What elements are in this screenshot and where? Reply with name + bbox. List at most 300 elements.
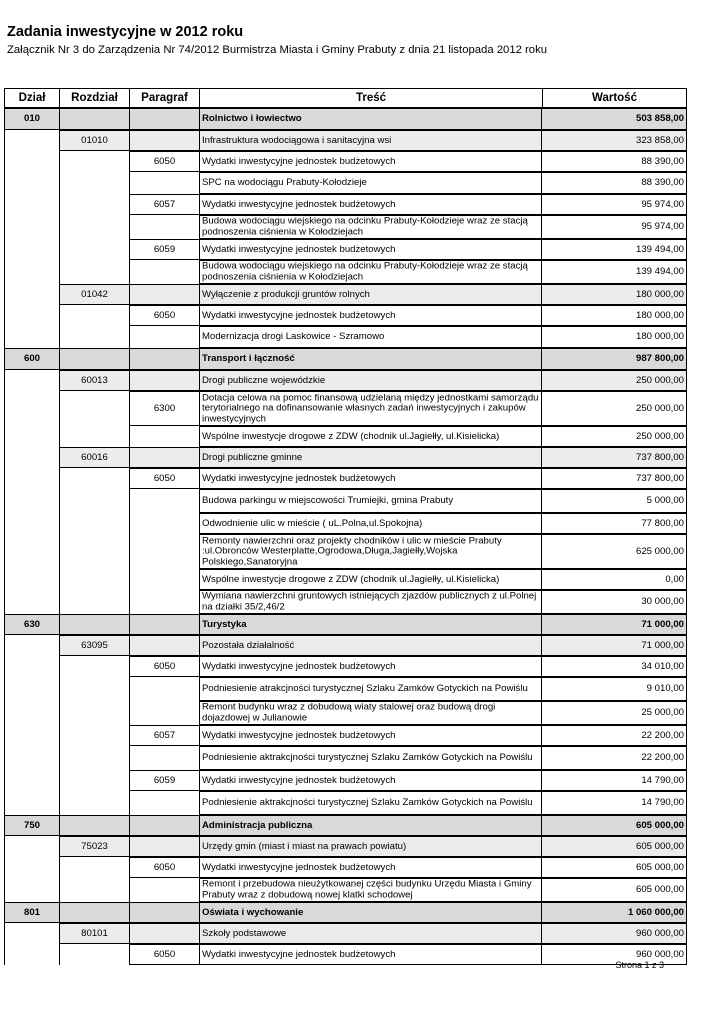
cell-dzial	[4, 677, 59, 701]
wartosc-text: 22 200,00	[641, 729, 684, 741]
wartosc-text: 250 000,00	[635, 374, 684, 386]
table-row-paragraf	[4, 656, 687, 677]
cell-wartosc	[542, 725, 687, 746]
cell-rozdzial	[59, 725, 129, 746]
tresc-text: Urzędy gmin (miast i miast na prawach powiatu)	[202, 840, 407, 852]
cell-tresc	[199, 902, 542, 923]
wartosc-text: 605 000,00	[635, 840, 684, 852]
cell-paragraf	[129, 534, 199, 569]
tresc-text: Remonty nawierzchni oraz projekty chodników i ulic w mieście Prabuty :ul.Obronców Westerplatte,Ogrodowa,Długa,Jagiełły,Wojska Polskiego,Sanatoryjna	[202, 534, 502, 567]
wartosc-text: 250 000,00	[635, 430, 684, 442]
cell-wartosc	[542, 836, 687, 857]
table-row-paragraf	[4, 468, 687, 489]
cell-tresc	[199, 746, 542, 770]
table-row-dzial	[4, 815, 687, 836]
cell-paragraf	[129, 902, 199, 923]
cell-tresc	[199, 108, 542, 130]
cell-rozdzial	[59, 791, 129, 815]
cell-wartosc	[542, 284, 687, 305]
wartosc-text: 180 000,00	[635, 309, 684, 321]
cell-paragraf	[129, 770, 199, 791]
cell-dzial	[4, 239, 59, 260]
wartosc-text: 88 390,00	[641, 176, 684, 188]
cell-wartosc	[542, 489, 687, 513]
cell-tresc	[199, 391, 542, 426]
tresc-text: Wspólne inwestycje drogowe z ZDW (chodnik ul.Jagiełły, ul.Kisielicka)	[202, 573, 500, 585]
cell-wartosc	[542, 815, 687, 836]
cell-dzial	[4, 791, 59, 815]
cell-paragraf	[129, 513, 199, 534]
cell-dzial	[4, 468, 59, 489]
cell-wartosc	[542, 590, 687, 614]
cell-dzial	[4, 172, 59, 194]
cell-wartosc	[542, 569, 687, 590]
cell-dzial	[4, 770, 59, 791]
table-row-zadanie	[4, 534, 687, 569]
document-subtitle: Załącznik Nr 3 do Zarządzenia Nr 74/2012 Burmistrza Miasta i Gminy Prabuty z dnia 21 listopada 2012 roku	[7, 44, 547, 56]
wartosc-text: 0,00	[665, 573, 684, 585]
tresc-text: Odwodnienie ulic w mieście ( uL.Polna,ul.Spokojna)	[202, 517, 423, 529]
cell-wartosc	[542, 172, 687, 194]
wartosc-text: 9 010,00	[646, 682, 684, 694]
cell-tresc	[199, 590, 542, 614]
cell-paragraf	[129, 878, 199, 902]
cell-paragraf	[129, 284, 199, 305]
cell-wartosc	[542, 239, 687, 260]
cell-dzial	[4, 815, 59, 836]
table-row-zadanie	[4, 677, 687, 701]
cell-tresc	[199, 701, 542, 725]
paragraf-text: 6050	[153, 472, 176, 484]
cell-dzial	[4, 305, 59, 326]
cell-paragraf	[129, 151, 199, 172]
cell-rozdzial	[59, 239, 129, 260]
cell-dzial	[4, 426, 59, 447]
paragraf-text: 6050	[153, 309, 176, 321]
cell-rozdzial	[59, 923, 129, 944]
cell-dzial	[4, 108, 59, 130]
rozdzial-text: 60013	[81, 374, 108, 386]
table-row-zadanie	[4, 172, 687, 194]
cell-wartosc	[542, 348, 687, 370]
wartosc-text: 14 790,00	[641, 796, 684, 808]
cell-dzial	[4, 569, 59, 590]
table-row-rozdzial	[4, 284, 687, 305]
table-body	[4, 108, 687, 965]
cell-tresc	[199, 569, 542, 590]
cell-wartosc	[542, 305, 687, 326]
cell-dzial	[4, 878, 59, 902]
cell-dzial	[4, 590, 59, 614]
wartosc-text: 30 000,00	[641, 595, 684, 607]
tresc-text: Wydatki inwestycyjne jednostek budżetowych	[202, 948, 396, 960]
table-row-dzial	[4, 348, 687, 370]
tresc-text: Drogi publiczne wojewódzkie	[202, 374, 326, 386]
cell-wartosc	[542, 447, 687, 468]
dzial-text: 600	[23, 352, 40, 364]
table-row-paragraf	[4, 239, 687, 260]
cell-rozdzial	[59, 215, 129, 239]
cell-wartosc	[542, 746, 687, 770]
rozdzial-text: 63095	[81, 639, 108, 651]
cell-wartosc	[542, 677, 687, 701]
wartosc-text: 960 000,00	[635, 927, 684, 939]
cell-dzial	[4, 151, 59, 172]
cell-rozdzial	[59, 590, 129, 614]
rozdzial-text: 01010	[81, 134, 108, 146]
cell-paragraf	[129, 468, 199, 489]
cell-tresc	[199, 447, 542, 468]
cell-tresc	[199, 468, 542, 489]
cell-dzial	[4, 447, 59, 468]
cell-rozdzial	[59, 635, 129, 656]
table-row-paragraf	[4, 194, 687, 215]
cell-paragraf	[129, 391, 199, 426]
table-row-zadanie	[4, 215, 687, 239]
cell-paragraf	[129, 108, 199, 130]
rozdzial-text: 80101	[81, 927, 108, 939]
cell-rozdzial	[59, 569, 129, 590]
cell-tresc	[199, 815, 542, 836]
cell-paragraf	[129, 239, 199, 260]
wartosc-text: 95 974,00	[641, 198, 684, 210]
wartosc-text: 180 000,00	[635, 288, 684, 300]
table-row-zadanie	[4, 260, 687, 284]
header-tresc: Treść	[199, 88, 542, 108]
tresc-text: Modernizacja drogi Laskowice - Szramowo	[202, 330, 385, 342]
cell-paragraf	[129, 836, 199, 857]
tresc-text: Wymiana nawierzchni gruntowych istniejących zjazdów publicznych z ul.Polnej na działki 35/2,46/2	[202, 590, 537, 612]
cell-paragraf	[129, 656, 199, 677]
tresc-text: Wydatki inwestycyjne jednostek budżetowych	[202, 729, 396, 741]
cell-paragraf	[129, 489, 199, 513]
wartosc-text: 34 010,00	[641, 660, 684, 672]
cell-dzial	[4, 746, 59, 770]
table-row-zadanie	[4, 878, 687, 902]
tresc-text: Budowa wodociągu wiejskiego na odcinku Prabuty-Kołodzieje wraz ze stacją podnoszenia ciśnienia w Kołodziejach	[202, 215, 528, 237]
table-row-zadanie	[4, 791, 687, 815]
cell-rozdzial	[59, 326, 129, 348]
cell-dzial	[4, 534, 59, 569]
dzial-text: 630	[23, 618, 40, 630]
cell-paragraf	[129, 569, 199, 590]
wartosc-text: 737 800,00	[635, 472, 684, 484]
cell-paragraf	[129, 172, 199, 194]
cell-wartosc	[542, 370, 687, 391]
cell-wartosc	[542, 791, 687, 815]
cell-dzial	[4, 215, 59, 239]
cell-tresc	[199, 836, 542, 857]
dzial-text: 801	[23, 906, 40, 918]
cell-tresc	[199, 791, 542, 815]
cell-wartosc	[542, 260, 687, 284]
cell-wartosc	[542, 614, 687, 635]
cell-dzial	[4, 902, 59, 923]
tresc-text: Dotacja celowa na pomoc finansową udzielaną między jednostkami samorządu terytorialnego na dofinansowanie własnych zadań inwestycyjnych i zakupów inwestycyjnych	[202, 391, 539, 424]
rozdzial-text: 01042	[81, 288, 108, 300]
cell-rozdzial	[59, 305, 129, 326]
cell-dzial	[4, 391, 59, 426]
cell-rozdzial	[59, 815, 129, 836]
table-row-zadanie	[4, 569, 687, 590]
cell-tresc	[199, 614, 542, 635]
wartosc-text: 25 000,00	[641, 706, 684, 718]
cell-rozdzial	[59, 426, 129, 447]
cell-dzial	[4, 194, 59, 215]
cell-tresc	[199, 656, 542, 677]
cell-wartosc	[542, 635, 687, 656]
cell-tresc	[199, 513, 542, 534]
cell-rozdzial	[59, 348, 129, 370]
tresc-text: Remont i przebudowa nieużytkowanej części budynku Urzędu Miasta i Gminy Prabuty wraz z dobudową nowej klatki schodowej	[202, 878, 532, 900]
tresc-text: Wydatki inwestycyjne jednostek budżetowych	[202, 774, 396, 786]
wartosc-text: 605 000,00	[635, 819, 684, 831]
wartosc-text: 987 800,00	[635, 352, 684, 364]
cell-wartosc	[542, 770, 687, 791]
cell-tresc	[199, 534, 542, 569]
header-dzial: Dział	[4, 88, 59, 108]
cell-paragraf	[129, 635, 199, 656]
table-row-zadanie	[4, 326, 687, 348]
cell-wartosc	[542, 426, 687, 447]
cell-tresc	[199, 635, 542, 656]
wartosc-text: 605 000,00	[635, 883, 684, 895]
tresc-text: Budowa parkingu w miejscowości Trumiejki, gmina Prabuty	[202, 494, 454, 506]
cell-tresc	[199, 923, 542, 944]
wartosc-text: 503 858,00	[635, 112, 684, 124]
wartosc-text: 71 000,00	[641, 639, 684, 651]
tresc-text: Wydatki inwestycyjne jednostek budżetowych	[202, 472, 396, 484]
cell-wartosc	[542, 902, 687, 923]
cell-rozdzial	[59, 902, 129, 923]
cell-dzial	[4, 857, 59, 878]
table-row-dzial	[4, 108, 687, 130]
cell-dzial	[4, 370, 59, 391]
cell-paragraf	[129, 305, 199, 326]
cell-wartosc	[542, 151, 687, 172]
cell-paragraf	[129, 215, 199, 239]
cell-paragraf	[129, 590, 199, 614]
tresc-text: Budowa wodociągu wiejskiego na odcinku Prabuty-Kołodzieje wraz ze stacją podnoszenia ciśnienia w Kołodziejach	[202, 260, 528, 282]
table-row-rozdzial	[4, 923, 687, 944]
cell-tresc	[199, 489, 542, 513]
cell-tresc	[199, 370, 542, 391]
cell-paragraf	[129, 923, 199, 944]
dzial-text: 750	[23, 819, 40, 831]
tresc-text: Podniesienie aktrakcjności turystycznej Szlaku Zamków Gotyckich na Powiślu	[202, 751, 533, 763]
cell-dzial	[4, 725, 59, 746]
paragraf-text: 6059	[153, 243, 176, 255]
cell-tresc	[199, 239, 542, 260]
cell-dzial	[4, 656, 59, 677]
cell-paragraf	[129, 857, 199, 878]
cell-rozdzial	[59, 534, 129, 569]
cell-paragraf	[129, 815, 199, 836]
cell-paragraf	[129, 194, 199, 215]
cell-rozdzial	[59, 746, 129, 770]
cell-rozdzial	[59, 857, 129, 878]
cell-tresc	[199, 878, 542, 902]
cell-dzial	[4, 701, 59, 725]
cell-tresc	[199, 215, 542, 239]
page-number: Strona 1 z 3	[615, 960, 664, 970]
cell-dzial	[4, 635, 59, 656]
tresc-text: Drogi publiczne gminne	[202, 451, 303, 463]
cell-tresc	[199, 260, 542, 284]
cell-tresc	[199, 194, 542, 215]
tresc-text: Transport i łączność	[202, 352, 295, 364]
wartosc-text: 22 200,00	[641, 751, 684, 763]
cell-paragraf	[129, 447, 199, 468]
tresc-text: Wydatki inwestycyjne jednostek budżetowych	[202, 243, 396, 255]
tresc-text: Wydatki inwestycyjne jednostek budżetowych	[202, 861, 396, 873]
wartosc-text: 88 390,00	[641, 155, 684, 167]
cell-wartosc	[542, 326, 687, 348]
cell-rozdzial	[59, 878, 129, 902]
table-row-paragraf	[4, 151, 687, 172]
table-row-paragraf	[4, 770, 687, 791]
tresc-text: Rolnictwo i łowiectwo	[202, 112, 302, 124]
wartosc-text: 180 000,00	[635, 330, 684, 342]
table-row-rozdzial	[4, 836, 687, 857]
tresc-text: Turystyka	[202, 618, 247, 630]
paragraf-text: 6059	[153, 774, 176, 786]
tresc-text: Wydatki inwestycyjne jednostek budżetowych	[202, 155, 396, 167]
cell-wartosc	[542, 857, 687, 878]
paragraf-text: 6050	[153, 155, 176, 167]
tresc-text: Oświata i wychowanie	[202, 906, 304, 918]
cell-dzial	[4, 614, 59, 635]
cell-wartosc	[542, 468, 687, 489]
tresc-text: Remont budynku wraz z dobudową wiaty stalowej oraz budową drogi dojazdowej w Julianowie	[202, 701, 496, 723]
paragraf-text: 6057	[153, 729, 176, 741]
tresc-text: Administracja publiczna	[202, 819, 313, 831]
cell-rozdzial	[59, 701, 129, 725]
cell-rozdzial	[59, 391, 129, 426]
cell-rozdzial	[59, 614, 129, 635]
cell-rozdzial	[59, 677, 129, 701]
paragraf-text: 6050	[153, 660, 176, 672]
paragraf-text: 6300	[153, 402, 176, 414]
cell-wartosc	[542, 656, 687, 677]
cell-tresc	[199, 151, 542, 172]
wartosc-text: 737 800,00	[635, 451, 684, 463]
header-paragraf: Paragraf	[129, 88, 199, 108]
cell-rozdzial	[59, 172, 129, 194]
cell-dzial	[4, 326, 59, 348]
tresc-text: Pozostała działalność	[202, 639, 295, 651]
table-row-zadanie	[4, 513, 687, 534]
cell-wartosc	[542, 194, 687, 215]
cell-paragraf	[129, 348, 199, 370]
wartosc-text: 139 494,00	[635, 243, 684, 255]
tresc-text: Wyłączenie z produkcji gruntów rolnych	[202, 288, 370, 300]
table-row-zadanie	[4, 590, 687, 614]
tresc-text: Szkoły podstawowe	[202, 927, 287, 939]
wartosc-text: 250 000,00	[635, 402, 684, 414]
cell-paragraf	[129, 701, 199, 725]
header-rozdzial: Rozdział	[59, 88, 129, 108]
cell-rozdzial	[59, 194, 129, 215]
cell-paragraf	[129, 725, 199, 746]
cell-tresc	[199, 770, 542, 791]
wartosc-text: 323 858,00	[635, 134, 684, 146]
cell-dzial	[4, 923, 59, 944]
cell-tresc	[199, 426, 542, 447]
paragraf-text: 6050	[153, 861, 176, 873]
cell-paragraf	[129, 614, 199, 635]
cell-tresc	[199, 348, 542, 370]
cell-paragraf	[129, 791, 199, 815]
cell-paragraf	[129, 326, 199, 348]
cell-rozdzial	[59, 489, 129, 513]
table-row-paragraf	[4, 391, 687, 426]
cell-tresc	[199, 284, 542, 305]
cell-wartosc	[542, 701, 687, 725]
cell-dzial	[4, 130, 59, 151]
cell-rozdzial	[59, 770, 129, 791]
cell-wartosc	[542, 215, 687, 239]
cell-paragraf	[129, 370, 199, 391]
table-row-rozdzial	[4, 447, 687, 468]
cell-rozdzial	[59, 447, 129, 468]
paragraf-text: 6057	[153, 198, 176, 210]
cell-tresc	[199, 305, 542, 326]
cell-paragraf	[129, 426, 199, 447]
wartosc-text: 960 000,00	[635, 948, 684, 960]
tresc-text: Wydatki inwestycyjne jednostek budżetowych	[202, 198, 396, 210]
cell-rozdzial	[59, 468, 129, 489]
cell-dzial	[4, 260, 59, 284]
cell-tresc	[199, 725, 542, 746]
wartosc-text: 139 494,00	[635, 265, 684, 277]
cell-rozdzial	[59, 284, 129, 305]
tresc-text: Wspólne inwestycje drogowe z ZDW (chodnik ul.Jagiełły, ul.Kisielicka)	[202, 430, 500, 442]
wartosc-text: 77 800,00	[641, 517, 684, 529]
cell-rozdzial	[59, 108, 129, 130]
tresc-text: Infrastruktura wodociągowa i sanitacyjna wsi	[202, 134, 392, 146]
cell-rozdzial	[59, 130, 129, 151]
table-row-paragraf	[4, 725, 687, 746]
cell-wartosc	[542, 923, 687, 944]
cell-paragraf	[129, 677, 199, 701]
table-row-zadanie	[4, 426, 687, 447]
table-row-zadanie	[4, 489, 687, 513]
table-row-zadanie	[4, 701, 687, 725]
table-row-rozdzial	[4, 370, 687, 391]
wartosc-text: 1 060 000,00	[627, 906, 684, 918]
table-row-paragraf	[4, 857, 687, 878]
rozdzial-text: 60016	[81, 451, 108, 463]
cell-wartosc	[542, 878, 687, 902]
cell-tresc	[199, 677, 542, 701]
wartosc-text: 5 000,00	[646, 494, 684, 506]
cell-dzial	[4, 836, 59, 857]
table-header-row	[4, 88, 687, 108]
table-bottom-rule	[4, 955, 687, 956]
table-row-rozdzial	[4, 635, 687, 656]
wartosc-text: 71 000,00	[641, 618, 684, 630]
cell-wartosc	[542, 391, 687, 426]
wartosc-text: 625 000,00	[635, 545, 684, 557]
table-row-dzial	[4, 614, 687, 635]
investment-table	[4, 88, 687, 965]
cell-dzial	[4, 489, 59, 513]
cell-tresc	[199, 130, 542, 151]
table-row-paragraf	[4, 305, 687, 326]
table-row-dzial	[4, 902, 687, 923]
cell-tresc	[199, 857, 542, 878]
